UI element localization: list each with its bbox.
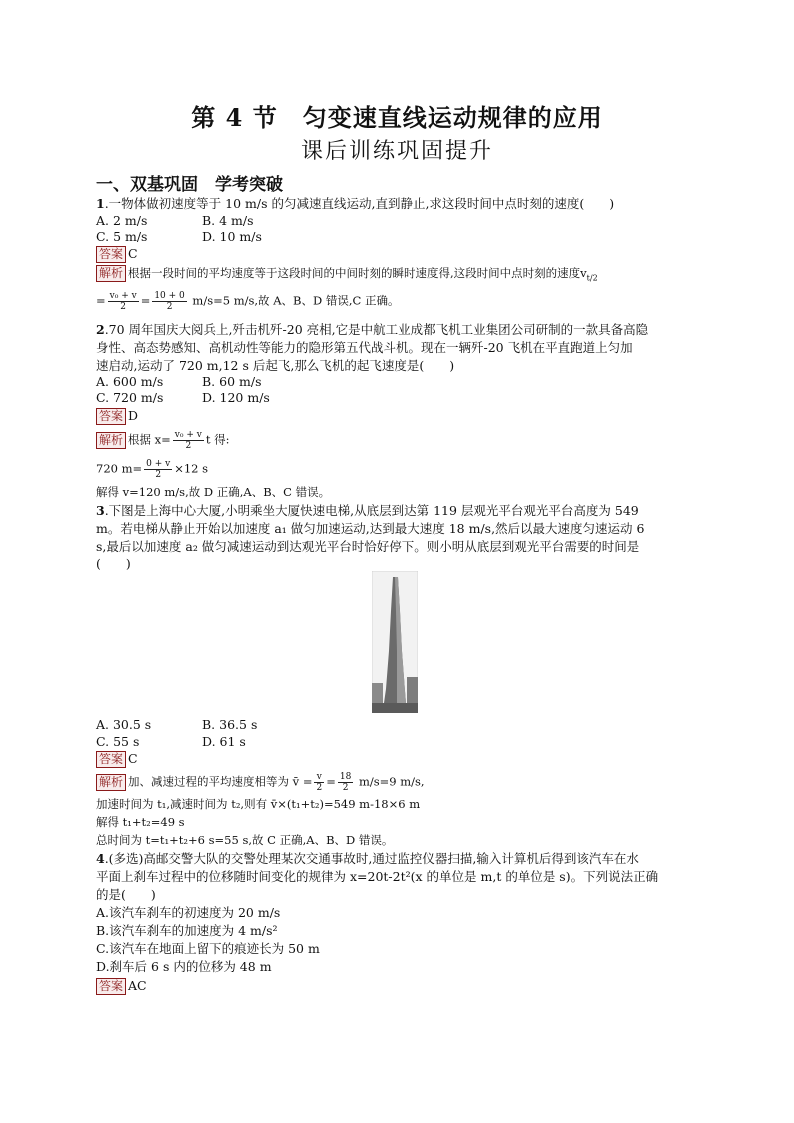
- q4-stem-line2: 平面上刹车过程中的位移随时间变化的规律为 x=20t-2t²(x 的单位是 m,t 的单位是 s)。下列说法正确: [96, 869, 659, 884]
- q2-answer: D: [128, 408, 139, 423]
- q3-option-a: A. 30.5 s: [96, 717, 152, 732]
- q2-analysis-line3: 解得 v=120 m/s,故 D 正确,A、B、C 错误。: [96, 485, 331, 499]
- q4-option-d: D.刹车后 6 s 内的位移为 48 m: [96, 959, 272, 974]
- q2-option-d: D. 120 m/s: [202, 390, 270, 405]
- q3-stem-line4: ( ): [96, 556, 131, 571]
- answer-tag: 答案: [96, 978, 126, 995]
- q1-answer: C: [128, 246, 138, 261]
- q3-analysis-line1: 解析 加、减速过程的平均速度相等为 v̄ = $\frac{v}{2}$ = $\frac{18}{2}$ m/s=9 m/s,: [96, 772, 425, 793]
- fraction: $\frac{10 + 0}{2}$: [154, 291, 185, 312]
- q4-answer-row: [96, 977, 147, 995]
- q1-analysis-line2: = $\frac{\text{v₀ + v}}{2}$ = $\frac{10 + 0}{2}$ m/s=5 m/s,故 A、B、D 错误,C 正确。: [96, 291, 400, 312]
- q2-option-c: C. 720 m/s: [96, 390, 164, 405]
- q3-option-d: D. 61 s: [202, 734, 246, 749]
- q3-stem-line2: m。若电梯从静止开始以加速度 a₁ 做匀加速运动,达到最大速度 18 m/s,然后以最大速度匀速运动 6: [96, 521, 645, 536]
- answer-tag: 答案: [96, 246, 126, 263]
- q1-option-d: D. 10 m/s: [202, 229, 262, 244]
- q4-option-a: A.该汽车刹车的初速度为 20 m/s: [96, 905, 281, 920]
- q3-stem-line3: s,最后以加速度 a₂ 做匀减速运动到达观光平台时恰好停下。则小明从底层到观光平台需要的时间是: [96, 539, 640, 554]
- q4-option-b: B.该汽车刹车的加速度为 4 m/s²: [96, 923, 278, 938]
- q1-stem: 1.一物体做初速度等于 10 m/s 的匀减速直线运动,直到静止,求这段时间中点时刻的速度( ): [96, 196, 615, 211]
- q3-stem-line1: 3.下图是上海中心大厦,小明乘坐大厦快速电梯,从底层到达第 119 层观光平台观光平台高度为 549: [96, 503, 639, 518]
- shanghai-tower-photo: [372, 571, 418, 713]
- q3-option-c: C. 55 s: [96, 734, 140, 749]
- analysis-tag: 解析: [96, 774, 126, 791]
- q2-option-a: A. 600 m/s: [96, 374, 164, 389]
- fraction: $\frac{\text{v₀ + v}}{2}$: [109, 291, 137, 312]
- page-subtitle: 课后训练巩固提升: [300, 139, 493, 164]
- analysis-tag: 解析: [96, 265, 126, 282]
- answer-tag: 答案: [96, 751, 126, 768]
- answer-tag: 答案: [96, 408, 126, 425]
- q4-stem-line1: 4.(多选)高邮交警大队的交警处理某次交通事故时,通过监控仪器扫描,输入计算机后得到该汽车在水: [96, 851, 639, 866]
- q2-analysis-line1: 解析 根据 x= $\frac{\text{v₀ + v}}{2}$ t 得:: [96, 430, 230, 451]
- q4-option-c: C.该汽车在地面上留下的痕迹长为 50 m: [96, 941, 320, 956]
- q3-analysis-line3: 解得 t₁+t₂=49 s: [96, 815, 185, 829]
- q2-option-b: B. 60 m/s: [202, 374, 262, 389]
- q1-option-a: A. 2 m/s: [96, 213, 148, 228]
- q1-option-b: B. 4 m/s: [202, 213, 254, 228]
- fraction: $\frac{v}{2}$: [316, 772, 323, 793]
- q3-analysis-line2: 加速时间为 t₁,减速时间为 t₂,则有 v̄×(t₁+t₂)=549 m-18×6 m: [96, 797, 421, 811]
- q3-answer: C: [128, 751, 138, 766]
- page-title: 第 4 节 匀变速直线运动规律的应用: [191, 103, 603, 132]
- q3-answer-row: [96, 750, 138, 768]
- fraction: $\frac{18}{2}$: [339, 772, 352, 793]
- q2-stem-line1: 2.70 周年国庆大阅兵上,歼击机歼-20 亮相,它是中航工业成都飞机工业集团公司研制的一款具备高隐: [96, 322, 649, 337]
- q2-stem-line2: 身性、高态势感知、高机动性等能力的隐形第五代战斗机。现在一辆歼-20 飞机在平直跑道上匀加: [96, 340, 633, 355]
- q1-option-c: C. 5 m/s: [96, 229, 148, 244]
- q1-analysis-line1: 解析 根据一段时间的平均速度等于这段时间的中间时刻的瞬时速度得,这段时间中点时刻的速度$v_{t/2}$: [96, 265, 598, 286]
- q2-stem-line3: 速启动,运动了 720 m,12 s 后起飞,那么飞机的起飞速度是( ): [96, 358, 455, 373]
- q1-answer-row: [96, 245, 138, 263]
- fraction: $\frac{\text{v₀ + v}}{2}$: [174, 430, 202, 451]
- q4-answer: AC: [128, 978, 147, 993]
- fraction: $\frac{0 + v}{2}$: [146, 459, 171, 480]
- q2-analysis-line2: 720 m= $\frac{0 + v}{2}$ ×12 s: [96, 459, 209, 480]
- q4-stem-line3: 的是( ): [96, 887, 156, 902]
- q3-option-b: B. 36.5 s: [202, 717, 258, 732]
- section-heading: 一、双基巩固 学考突破: [96, 175, 283, 195]
- q3-analysis-line4: 总时间为 t=t₁+t₂+6 s=55 s,故 C 正确,A、B、D 错误。: [96, 833, 394, 847]
- q2-answer-row: [96, 407, 138, 425]
- analysis-tag: 解析: [96, 432, 126, 449]
